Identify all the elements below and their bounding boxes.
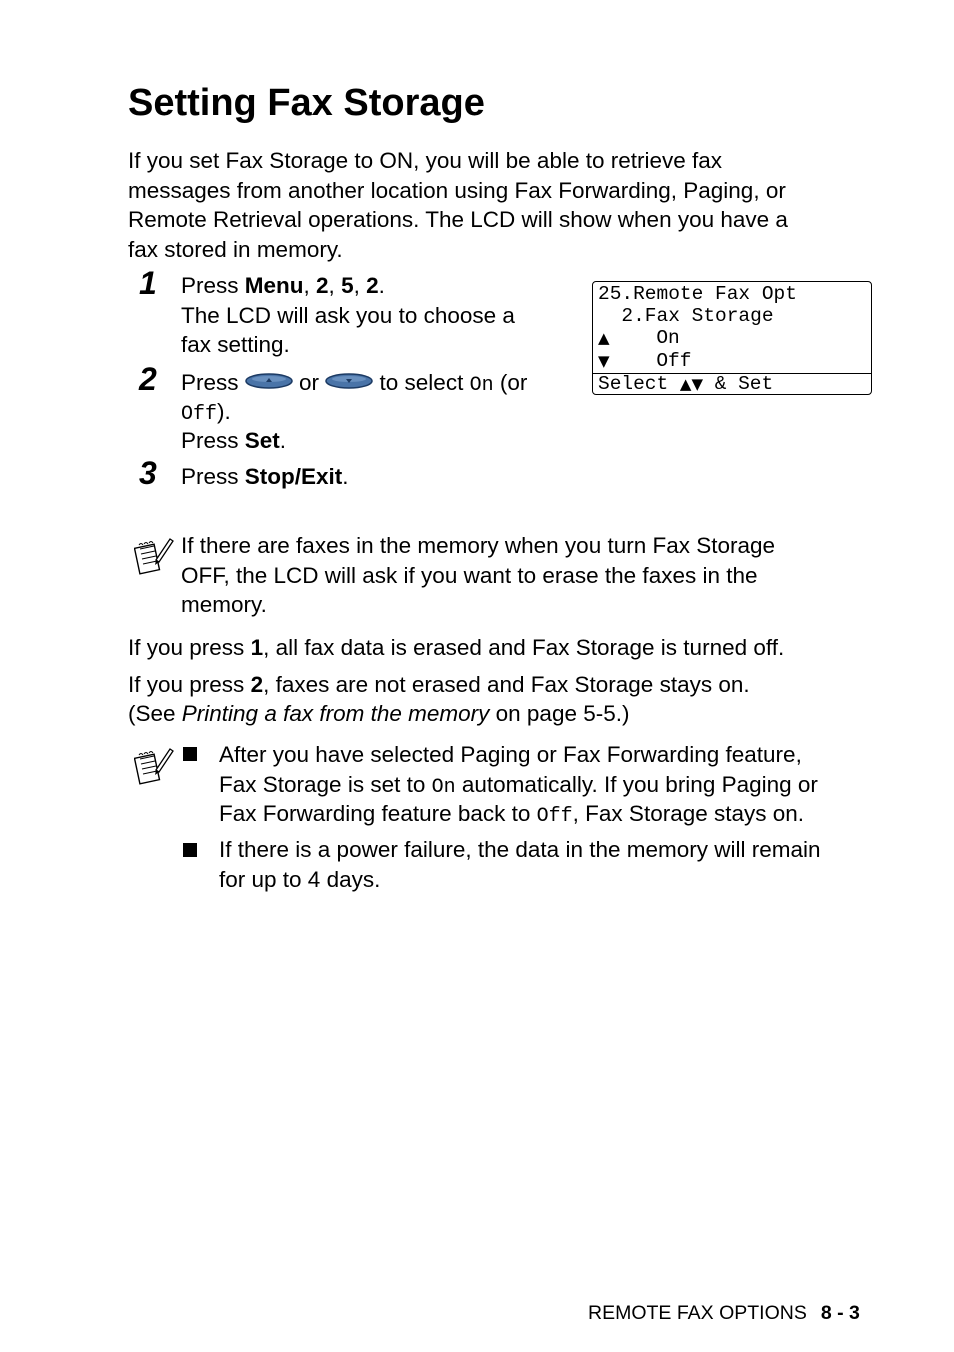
note-1-line-2: OFF, the LCD will ask if you want to erase the faxes in the — [181, 563, 758, 588]
note-2-bullet-1-line-3: Fax Forwarding feature back to Off, Fax Storage stays on. — [219, 801, 805, 828]
step-1-line-2: The LCD will ask you to choose a — [181, 303, 515, 328]
intro-line-2: messages from another location using Fax Forwarding, Paging, or — [128, 178, 786, 203]
press-1-paragraph: If you press 1, all fax data is erased and Fax Storage is turned off. — [128, 635, 785, 660]
lcd-line-5: Select ▲▼ & Set — [598, 373, 774, 395]
cross-reference: Printing a fax from the memory — [181, 701, 490, 726]
step-2-line-1: Press or to select On (or — [181, 368, 527, 401]
note-2-bullet-2-line-1: If there is a power failure, the data in the memory will remain — [219, 837, 821, 862]
step-1-line-3: fax setting. — [181, 332, 290, 357]
intro-line-3: Remote Retrieval operations. The LCD will show when you have a — [128, 207, 788, 232]
down-arrow-icon: ▼ — [598, 352, 610, 370]
lcd-line-2: 2.Fax Storage — [598, 305, 774, 327]
note-pencil-icon — [134, 536, 174, 583]
bullet-1-square — [183, 747, 197, 761]
key-2-second: 2 — [366, 273, 379, 298]
note-2-bullet-1-line-1: After you have selected Paging or Fax Forwarding feature, — [219, 742, 802, 767]
lcd-line-1: 25.Remote Fax Opt — [598, 283, 797, 305]
press-2-paragraph-line-1: If you press 2, faxes are not erased and Fax Storage stays on. — [128, 672, 750, 697]
press-2-paragraph-line-2: (See Printing a fax from the memory on page 5-5.) — [128, 701, 630, 726]
menu-key: Menu — [244, 273, 304, 298]
navigate-down-button-icon — [325, 367, 373, 397]
step-1-line-1: Press Menu, 2, 5, 2. — [181, 273, 385, 298]
note-1-line-3: memory. — [181, 592, 267, 617]
set-key: Set — [244, 428, 280, 453]
page-footer — [588, 1301, 860, 1325]
bullet-2-square — [183, 843, 197, 857]
stop-exit-key: Stop/Exit — [244, 464, 343, 489]
lcd-display — [592, 281, 872, 395]
lcd-line-4: ▼ Off — [598, 350, 692, 372]
step-2-line-3: Press Set. — [181, 428, 287, 453]
footer-section: REMOTE FAX OPTIONS — [588, 1302, 807, 1324]
intro-line-4: fax stored in memory. — [128, 237, 343, 262]
note-1-line-1: If there are faxes in the memory when you turn Fax Storage — [181, 533, 776, 558]
up-down-arrows-icon: ▲▼ — [679, 375, 703, 393]
off-option-text: Off — [181, 403, 218, 426]
intro-line-1: If you set Fax Storage to ON, you will be able to retrieve fax — [128, 148, 723, 173]
up-arrow-icon: ▲ — [598, 329, 610, 347]
page-title: Setting Fax Storage — [128, 82, 485, 124]
step-2-number: 2 — [139, 361, 157, 397]
step-3-number: 3 — [139, 455, 157, 491]
note-pencil-icon-2 — [134, 746, 174, 793]
page-number: 8 - 3 — [820, 1302, 860, 1324]
note-2-bullet-2-line-2: for up to 4 days. — [219, 867, 381, 892]
note-2-bullet-1-line-2: Fax Storage is set to On automatically. If you bring Paging or — [219, 772, 818, 799]
key-5: 5 — [341, 273, 354, 298]
lcd-line-3: ▲ On — [598, 327, 680, 349]
step-3-line-1: Press Stop/Exit. — [181, 464, 349, 489]
key-2: 2 — [316, 273, 329, 298]
step-1-number: 1 — [139, 265, 157, 301]
on-option-text: On — [469, 374, 494, 397]
navigate-up-button-icon — [245, 367, 293, 397]
step-2-line-2: Off). — [181, 399, 231, 426]
